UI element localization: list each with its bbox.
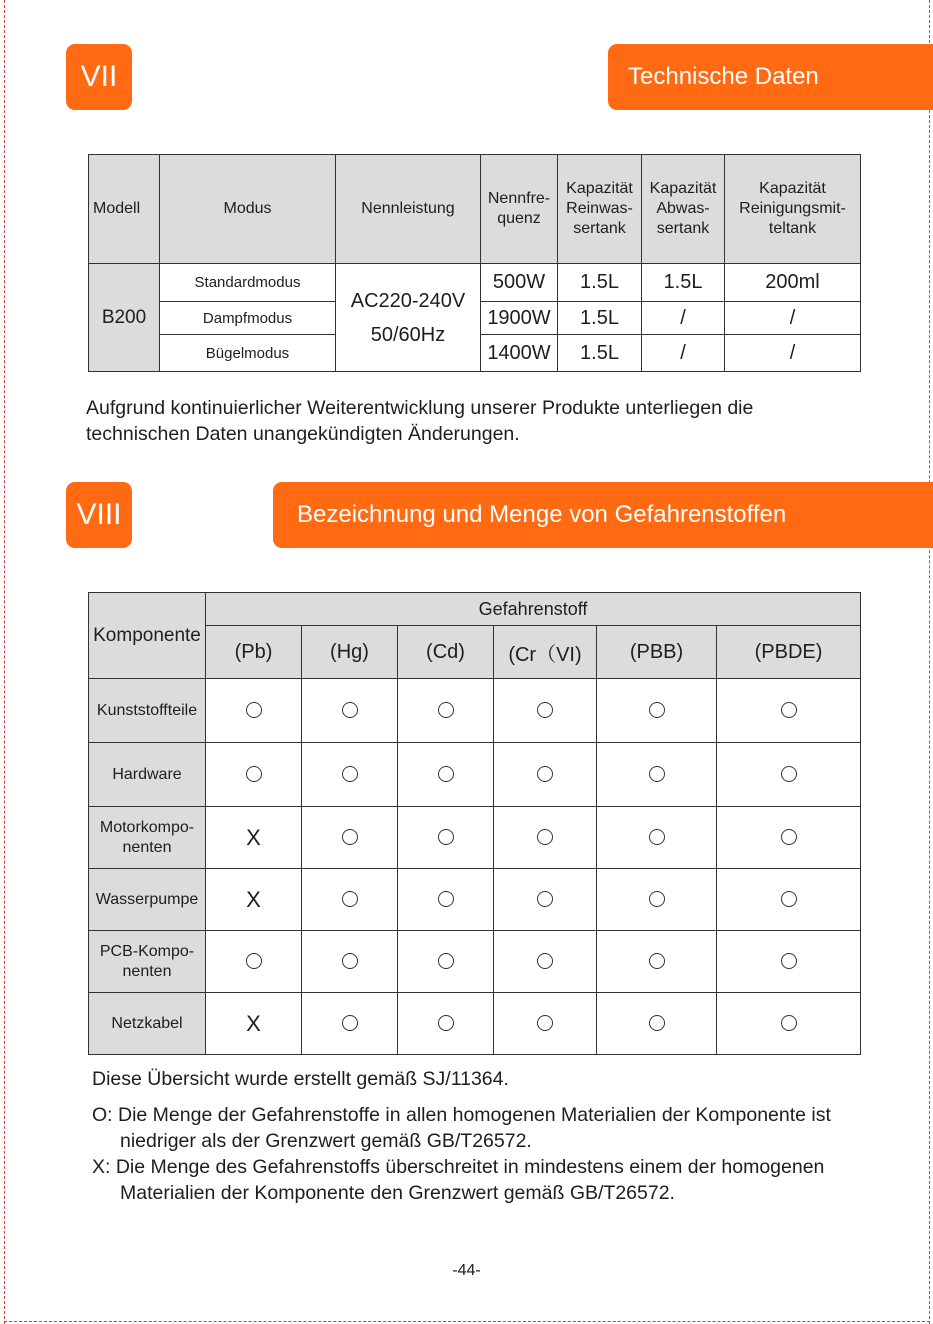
substance-value-cell (597, 869, 717, 931)
below-limit-circle-icon (649, 829, 665, 845)
below-limit-circle-icon (438, 766, 454, 782)
component-cell: Wasserpumpe (89, 869, 206, 931)
component-cell: PCB-Kompo- nenten (89, 931, 206, 993)
legend-item-x: X: Die Menge des Gefahrenstoffs überschreitet in mindestens einem der homogenen Materialien der Komponente den Grenzwert gemäß GB/T26572. (92, 1156, 825, 1204)
below-limit-circle-icon (649, 702, 665, 718)
header-waste-tank: Kapazität Abwas- sertank (642, 155, 725, 264)
below-limit-circle-icon (649, 953, 665, 969)
waste-tank-cell: / (642, 335, 725, 372)
substance-value-cell (597, 743, 717, 807)
substance-value-cell (717, 679, 861, 743)
mode-cell: Dampfmodus (160, 302, 336, 335)
page-border-bottom (4, 1321, 930, 1322)
haz-header-row (89, 593, 861, 626)
component-cell: Netzkabel (89, 993, 206, 1055)
clean-tank-cell: 1.5L (558, 302, 642, 335)
below-limit-circle-icon (781, 766, 797, 782)
substance-value-cell (597, 807, 717, 869)
section-7-number: VII (66, 44, 132, 110)
page-number: -44- (452, 1262, 481, 1279)
substance-cr6: (Cr（VI) (494, 626, 597, 679)
clean-tank-cell: 1.5L (558, 335, 642, 372)
below-limit-circle-icon (246, 953, 262, 969)
mode-cell: Bügelmodus (160, 335, 336, 372)
substance-pbde: (PBDE) (717, 626, 861, 679)
section-8-title: Bezeichnung und Menge von Gefahrenstoffen (273, 482, 933, 548)
substance-value-cell (717, 807, 861, 869)
below-limit-circle-icon (246, 702, 262, 718)
below-limit-circle-icon (537, 702, 553, 718)
hazardous-substances-table (88, 592, 861, 1055)
substance-value-cell (717, 743, 861, 807)
substance-value-cell (494, 807, 597, 869)
substance-value-cell (494, 743, 597, 807)
substance-value-cell (302, 931, 398, 993)
spec-row (89, 264, 861, 302)
below-limit-circle-icon (438, 702, 454, 718)
substance-value-cell (398, 869, 494, 931)
below-limit-circle-icon (342, 829, 358, 845)
substance-value-cell (398, 743, 494, 807)
mode-cell: Standardmodus (160, 264, 336, 302)
below-limit-circle-icon (342, 891, 358, 907)
below-limit-circle-icon (342, 1015, 358, 1031)
below-limit-circle-icon (438, 829, 454, 845)
substance-value-cell (302, 993, 398, 1055)
below-limit-circle-icon (246, 766, 262, 782)
substance-value-cell (597, 931, 717, 993)
detergent-tank-cell: / (725, 302, 861, 335)
header-substance: Gefahrenstoff (206, 593, 861, 626)
clean-tank-cell: 1.5L (558, 264, 642, 302)
exceeds-limit-mark: X (246, 824, 261, 850)
page-border-left (4, 0, 5, 1324)
below-limit-circle-icon (537, 1015, 553, 1031)
substance-value-cell (302, 679, 398, 743)
table-row (89, 931, 861, 993)
substance-cd: (Cd) (398, 626, 494, 679)
below-limit-circle-icon (781, 829, 797, 845)
table-row (89, 743, 861, 807)
frequency-cell: 1900W (481, 302, 558, 335)
substance-value-cell (494, 679, 597, 743)
below-limit-circle-icon (781, 891, 797, 907)
substance-value-cell (494, 931, 597, 993)
component-cell: Hardware (89, 743, 206, 807)
substance-value-cell (206, 931, 302, 993)
source-note: Diese Übersicht wurde erstellt gemäß SJ/11364. (92, 1068, 509, 1090)
waste-tank-cell: 1.5L (642, 264, 725, 302)
below-limit-circle-icon (342, 702, 358, 718)
frequency-cell: 1400W (481, 335, 558, 372)
below-limit-circle-icon (781, 953, 797, 969)
header-frequency: Nennfre- quenz (481, 155, 558, 264)
substance-value-cell (302, 807, 398, 869)
substance-value-cell (597, 993, 717, 1055)
below-limit-circle-icon (537, 891, 553, 907)
below-limit-circle-icon (342, 953, 358, 969)
page-border-right (929, 0, 930, 1324)
header-component: Komponente (89, 593, 206, 679)
table-row (89, 679, 861, 743)
legend-item-o: O: Die Menge der Gefahrenstoffe in allen homogenen Materialien der Komponente ist niedriger als der Grenzwert gemäß GB/T26572. (92, 1104, 831, 1152)
below-limit-circle-icon (537, 953, 553, 969)
spec-header-row (89, 155, 861, 264)
table-row (89, 807, 861, 869)
model-cell: B200 (89, 264, 160, 372)
below-limit-circle-icon (438, 953, 454, 969)
detergent-tank-cell: / (725, 335, 861, 372)
below-limit-circle-icon (438, 891, 454, 907)
below-limit-circle-icon (649, 766, 665, 782)
header-power: Nennleistung (336, 155, 481, 264)
exceeds-limit-mark: X (246, 886, 261, 912)
section-8-number: VIII (66, 482, 132, 548)
below-limit-circle-icon (537, 766, 553, 782)
below-limit-circle-icon (649, 1015, 665, 1031)
below-limit-circle-icon (342, 766, 358, 782)
header-clean-tank: Kapazität Reinwas- sertank (558, 155, 642, 264)
substance-pb: (Pb) (206, 626, 302, 679)
substance-value-cell (717, 931, 861, 993)
substance-value-cell (398, 807, 494, 869)
below-limit-circle-icon (649, 891, 665, 907)
substance-value-cell (206, 679, 302, 743)
substance-value-cell (206, 993, 302, 1055)
power-cell: AC220-240V 50/60Hz (336, 264, 481, 372)
substance-value-cell (398, 931, 494, 993)
detergent-tank-cell: 200ml (725, 264, 861, 302)
table-row (89, 869, 861, 931)
below-limit-circle-icon (781, 1015, 797, 1031)
section-7-title: Technische Daten (608, 44, 933, 110)
below-limit-circle-icon (537, 829, 553, 845)
substance-value-cell (398, 679, 494, 743)
substance-value-cell (717, 993, 861, 1055)
table-row (89, 993, 861, 1055)
header-detergent-tank: Kapazität Reinigungsmit- teltank (725, 155, 861, 264)
header-model: Modell (89, 155, 160, 264)
below-limit-circle-icon (438, 1015, 454, 1031)
waste-tank-cell: / (642, 302, 725, 335)
substance-value-cell (302, 743, 398, 807)
spec-disclaimer: Aufgrund kontinuierlicher Weiterentwicklung unserer Produkte unterliegen die technischen Daten unangekündigten Änderungen. (86, 397, 754, 445)
header-mode: Modus (160, 155, 336, 264)
exceeds-limit-mark: X (246, 1010, 261, 1036)
substance-value-cell (302, 869, 398, 931)
substance-value-cell (494, 993, 597, 1055)
substance-value-cell (494, 869, 597, 931)
substance-value-cell (717, 869, 861, 931)
substance-value-cell (206, 743, 302, 807)
legend-list (92, 1102, 852, 1206)
component-cell: Motorkompo- nenten (89, 807, 206, 869)
frequency-cell: 500W (481, 264, 558, 302)
below-limit-circle-icon (781, 702, 797, 718)
substance-pbb: (PBB) (597, 626, 717, 679)
substance-value-cell (206, 869, 302, 931)
component-cell: Kunststoffteile (89, 679, 206, 743)
substance-value-cell (597, 679, 717, 743)
technical-data-table (88, 154, 861, 372)
substance-hg: (Hg) (302, 626, 398, 679)
substance-value-cell (398, 993, 494, 1055)
substance-value-cell (206, 807, 302, 869)
